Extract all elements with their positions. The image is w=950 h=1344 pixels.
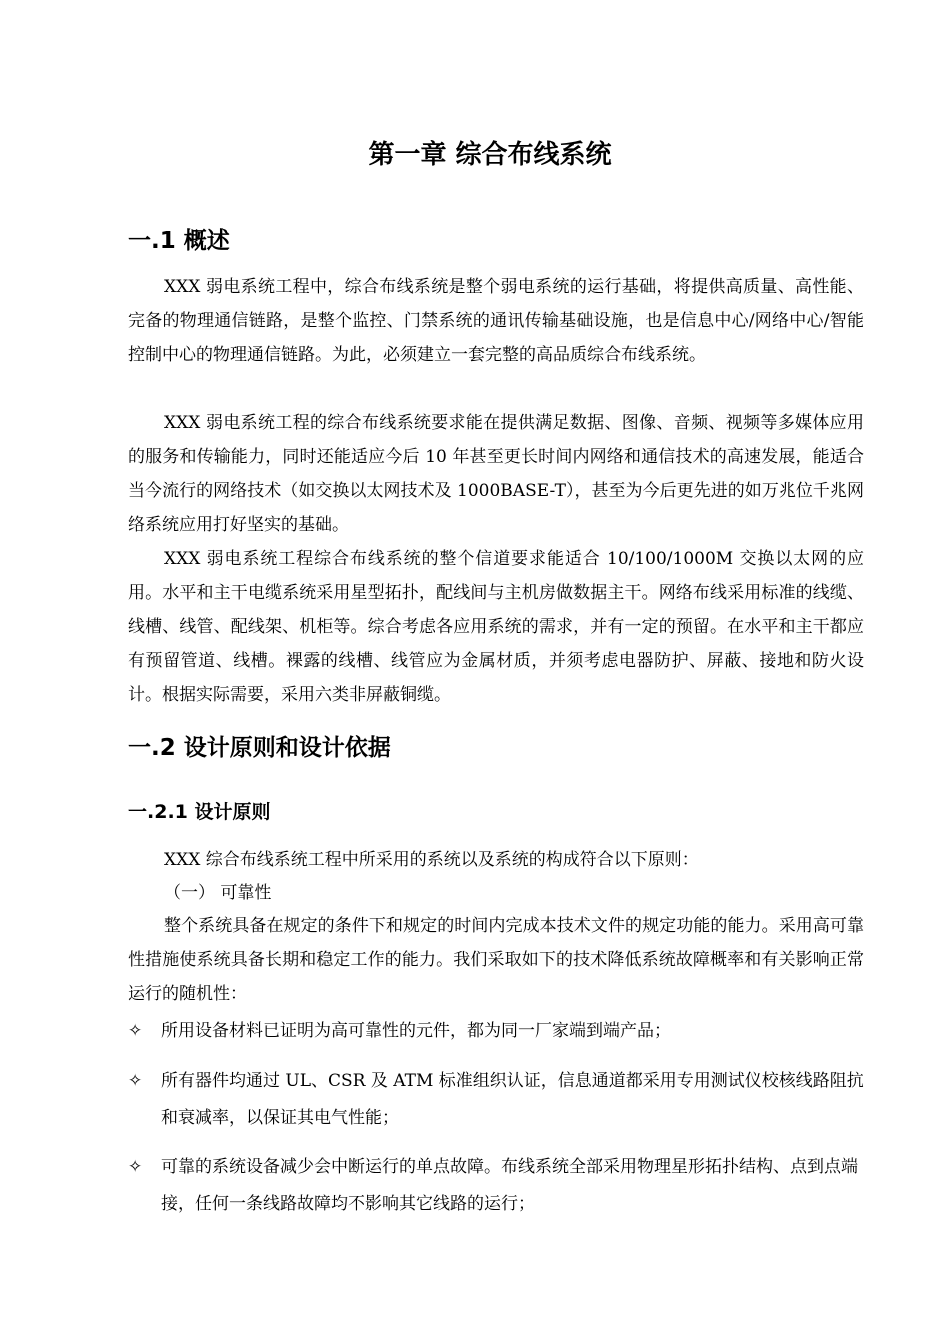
overview-paragraph-2: XXX 弱电系统工程的综合布线系统要求能在提供满足数据、图像、音频、视频等多媒体应用的服务和传输能力，同时还能适应今后 10 年甚至更长时间内网络和通信技术的高速发展，能适合当今流行的网络技术（如交换以太网技术及 1000BASE-T），甚至为今后更先进的如万兆位千兆网络系统应用打好坚实的基础。 <box>128 413 864 535</box>
diamond-bullet-icon: ✧ <box>128 1157 143 1177</box>
section-heading-design: 一.2 设计原则和设计依据 <box>128 735 391 761</box>
diamond-bullet-icon: ✧ <box>128 1021 143 1041</box>
bullet-item <box>128 1149 864 1223</box>
subsection-heading-principles: 一.2.1 设计原则 <box>128 801 271 823</box>
overview-paragraph-3: XXX 弱电系统工程综合布线系统的整个信道要求能适合 10/100/1000M 交换以太网的应用。水平和主干电缆系统采用星型拓扑，配线间与主机房做数据主干。网络布线采用标准的线缆、线槽、线管、配线架、机柜等。综合考虑各应用系统的需求，并有一定的预留。在水平和主干都应有预留管道、线槽。裸露的线槽、线管应为金属材质，并须考虑电器防护、屏蔽、接地和防火设计。根据实际需要，采用六类非屏蔽铜缆。 <box>128 549 864 705</box>
reliability-paragraph: 整个系统具备在规定的条件下和规定的时间内完成本技术文件的规定功能的能力。采用高可靠性措施使系统具备长期和稳定工作的能力。我们采取如下的技术降低系统故障概率和有关影响正常运行的随机性： <box>128 916 864 1004</box>
bullet-text: 所有器件均通过 UL、CSR 及 ATM 标准组织认证，信息通道都采用专用测试仪校核线路阻抗和衰减率，以保证其电气性能； <box>161 1071 864 1128</box>
principle-item-reliability: （一） 可靠性 <box>164 883 272 903</box>
principles-intro: XXX 综合布线系统工程中所采用的系统以及系统的构成符合以下原则： <box>164 850 699 870</box>
overview-paragraph-1: XXX 弱电系统工程中，综合布线系统是整个弱电系统的运行基础，将提供高质量、高性能、完备的物理通信链路，是整个监控、门禁系统的通讯传输基础设施，也是信息中心/网络中心/智能控制中心的物理通信链路。为此，必须建立一套完整的高品质综合布线系统。 <box>128 277 864 365</box>
bullet-text: 所用设备材料已证明为高可靠性的元件，都为同一厂家端到端产品； <box>161 1021 671 1041</box>
diamond-bullet-icon: ✧ <box>128 1071 143 1091</box>
bullet-item <box>128 1063 864 1137</box>
section-heading-overview: 一.1 概述 <box>128 228 230 254</box>
chapter-title: 第一章 综合布线系统 <box>368 140 612 170</box>
bullet-item <box>128 1013 864 1050</box>
bullet-text: 可靠的系统设备减少会中断运行的单点故障。布线系统全部采用物理星形拓扑结构、点到点端接，任何一条线路故障均不影响其它线路的运行； <box>161 1157 858 1214</box>
